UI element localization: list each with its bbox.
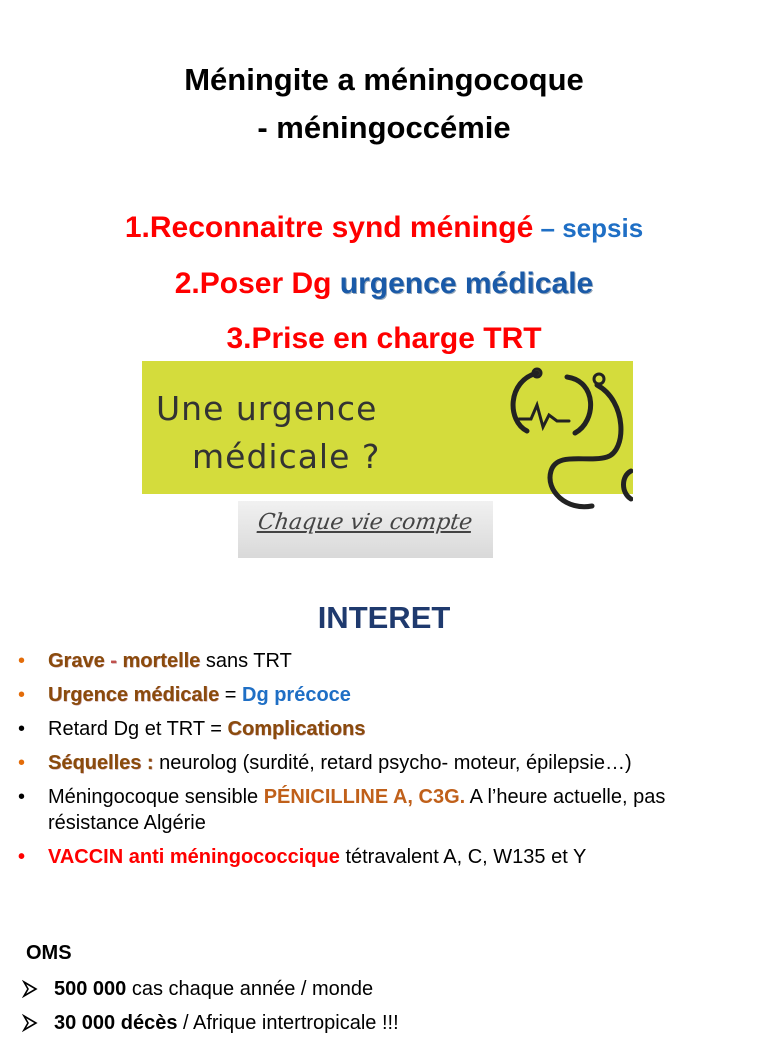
- oms-1-rest: cas chaque année / monde: [126, 978, 374, 1000]
- bullet-1-rest: sans TRT: [200, 650, 292, 672]
- list-item: [0, 844, 768, 870]
- objective-2-text: 2.Poser Dg: [174, 267, 340, 300]
- bullet-5-rest: A l’heure actuelle, pas résistance Algérie: [48, 786, 666, 834]
- bullet-4-rest: neurolog (surdité, retard psycho- moteur, épilepsie…): [153, 752, 632, 774]
- bullet-1-grave: Grave: [48, 650, 105, 672]
- oms-list: [0, 976, 768, 1044]
- oms-1-count: 500 000: [54, 978, 127, 1000]
- bullet-1-separator: -: [104, 650, 123, 672]
- bullet-5-prefix: Méningocoque sensible: [48, 786, 264, 808]
- list-item: [0, 976, 768, 1002]
- bullet-5-penicilline: PÉNICILLINE A, C3G.: [263, 786, 466, 808]
- list-item: [0, 716, 768, 742]
- arrow-bullet-icon: [22, 1010, 38, 1036]
- interet-heading: INTERET: [317, 600, 451, 635]
- bullet-dot-icon: •: [18, 684, 26, 706]
- bullet-4-sequelles: Séquelles :: [48, 752, 154, 774]
- bullet-2-urgence: Urgence médicale: [48, 684, 220, 706]
- bullet-2-dg-precoce: Dg précoce: [242, 684, 351, 706]
- list-item: [0, 682, 768, 708]
- bullet-3-complications: Complications: [227, 718, 366, 740]
- list-item: [0, 750, 768, 776]
- list-item: [0, 1010, 768, 1036]
- objective-1-extra: – sepsis: [533, 213, 644, 243]
- objective-1: [0, 209, 768, 247]
- objective-2: [0, 265, 768, 303]
- banner-tagline: Chaque vie compte: [256, 510, 474, 535]
- page-title-line-2: - méningoccémie: [257, 110, 511, 145]
- stethoscope-icon: [497, 361, 633, 521]
- objective-3: [0, 320, 768, 358]
- arrow-bullet-icon: [22, 976, 38, 1002]
- bullet-dot-icon: •: [18, 718, 26, 740]
- oms-2-rest: / Afrique intertropicale !!!: [177, 1012, 399, 1034]
- urgence-banner-image: [142, 361, 633, 558]
- bullet-dot-icon: •: [18, 786, 26, 808]
- bullet-3-prefix: Retard Dg et TRT =: [48, 718, 228, 740]
- banner-line-2: médicale ?: [192, 437, 381, 476]
- list-item: [0, 784, 768, 836]
- objective-3-text: 3.Prise en charge TRT: [226, 322, 542, 355]
- bullet-2-equals: =: [219, 684, 242, 706]
- page-title-line-1: Méningite a méningocoque: [184, 62, 584, 97]
- oms-2-count: 30 000 décès: [54, 1012, 178, 1034]
- oms-heading: OMS: [26, 942, 72, 964]
- bullet-dot-icon: •: [18, 650, 26, 672]
- bullet-6-vaccin: VACCIN anti méningococcique: [48, 846, 340, 868]
- objective-1-text: 1.Reconnaitre synd méningé: [124, 211, 534, 244]
- bullet-dot-icon: •: [18, 846, 26, 868]
- list-item: [0, 648, 768, 674]
- bullet-1-mortelle: mortelle: [122, 650, 201, 672]
- bullet-dot-icon: •: [18, 752, 26, 774]
- banner-line-1: Une urgence: [156, 389, 378, 428]
- bullet-6-rest: tétravalent A, C, W135 et Y: [339, 846, 587, 868]
- interet-list: [0, 648, 768, 878]
- objective-2-extra: urgence médicale: [339, 267, 594, 300]
